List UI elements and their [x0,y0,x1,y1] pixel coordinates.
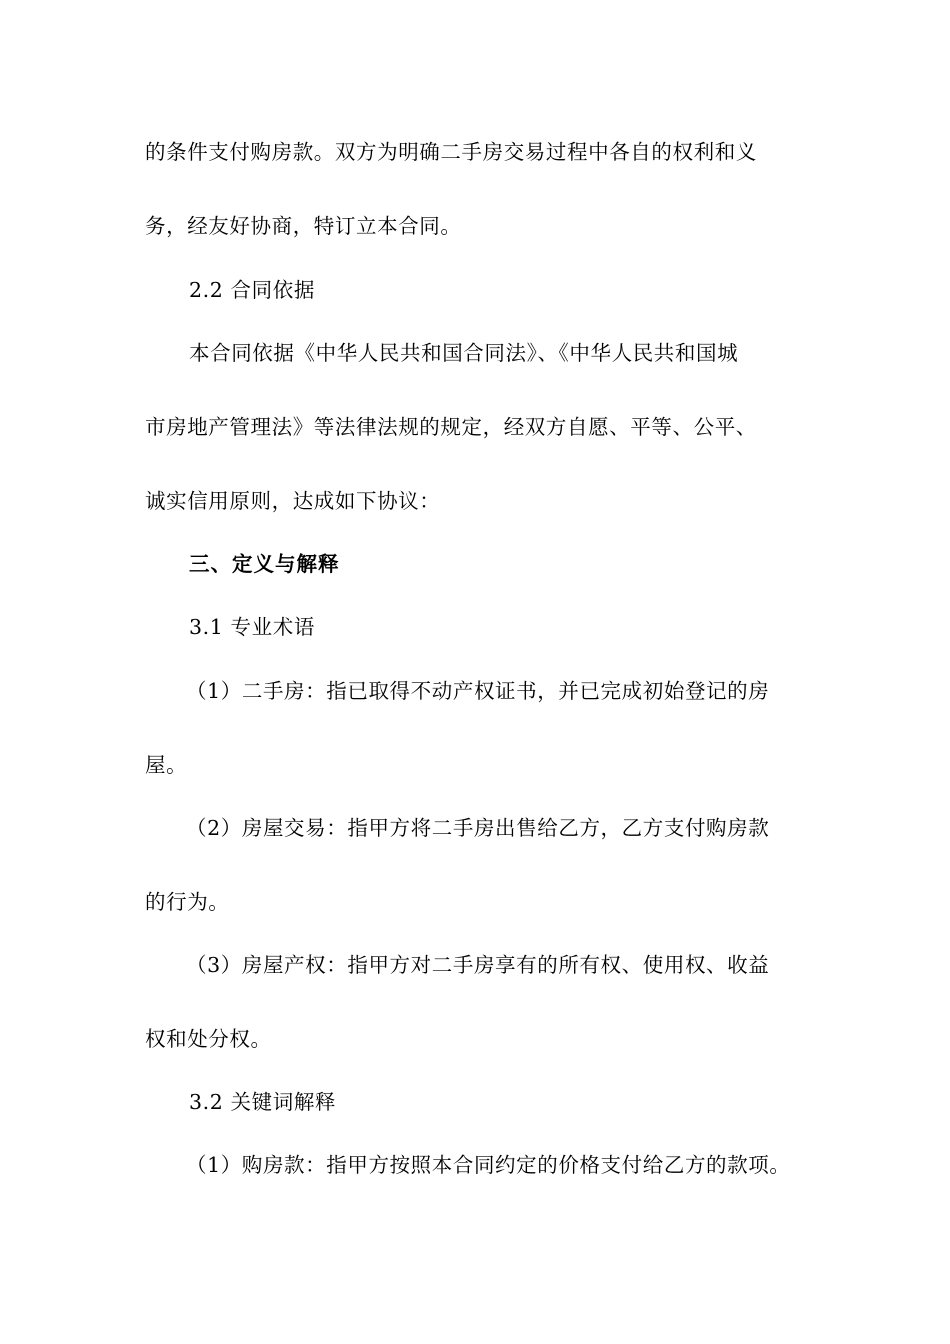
section-heading-3: 三、定义与解释 [189,552,340,576]
paragraph-line-4: 市房地产管理法》等法律法规的规定，经双方自愿、平等、公平、 [145,415,757,439]
term-item-1: （1）二手房：指已取得不动产权证书，并已完成初始登记的房 [186,679,770,703]
paragraph-line-3: 本合同依据《中华人民共和国合同法》、《中华人民共和国城 [189,341,739,365]
subsection-heading-3-1: 3.1 专业术语 [189,615,315,639]
subsection-heading-3-2: 3.2 关键词解释 [189,1090,337,1114]
term-item-1-continued: 屋。 [145,753,188,777]
term-item-2-continued: 的行为。 [145,890,230,914]
paragraph-line-1: 的条件支付购房款。双方为明确二手房交易过程中各自的权利和义 [145,140,757,164]
keyword-item-1: （1）购房款：指甲方按照本合同约定的价格支付给乙方的款项。 [186,1153,791,1177]
subsection-heading-2-2: 2.2 合同依据 [189,278,315,302]
term-item-3-continued: 权和处分权。 [145,1027,272,1051]
paragraph-line-2: 务，经友好协商，特订立本合同。 [145,214,462,238]
paragraph-line-5: 诚实信用原则，达成如下协议： [145,489,441,513]
term-item-2: （2）房屋交易：指甲方将二手房出售给乙方，乙方支付购房款 [186,816,770,840]
term-item-3: （3）房屋产权：指甲方对二手房享有的所有权、使用权、收益 [186,953,770,977]
